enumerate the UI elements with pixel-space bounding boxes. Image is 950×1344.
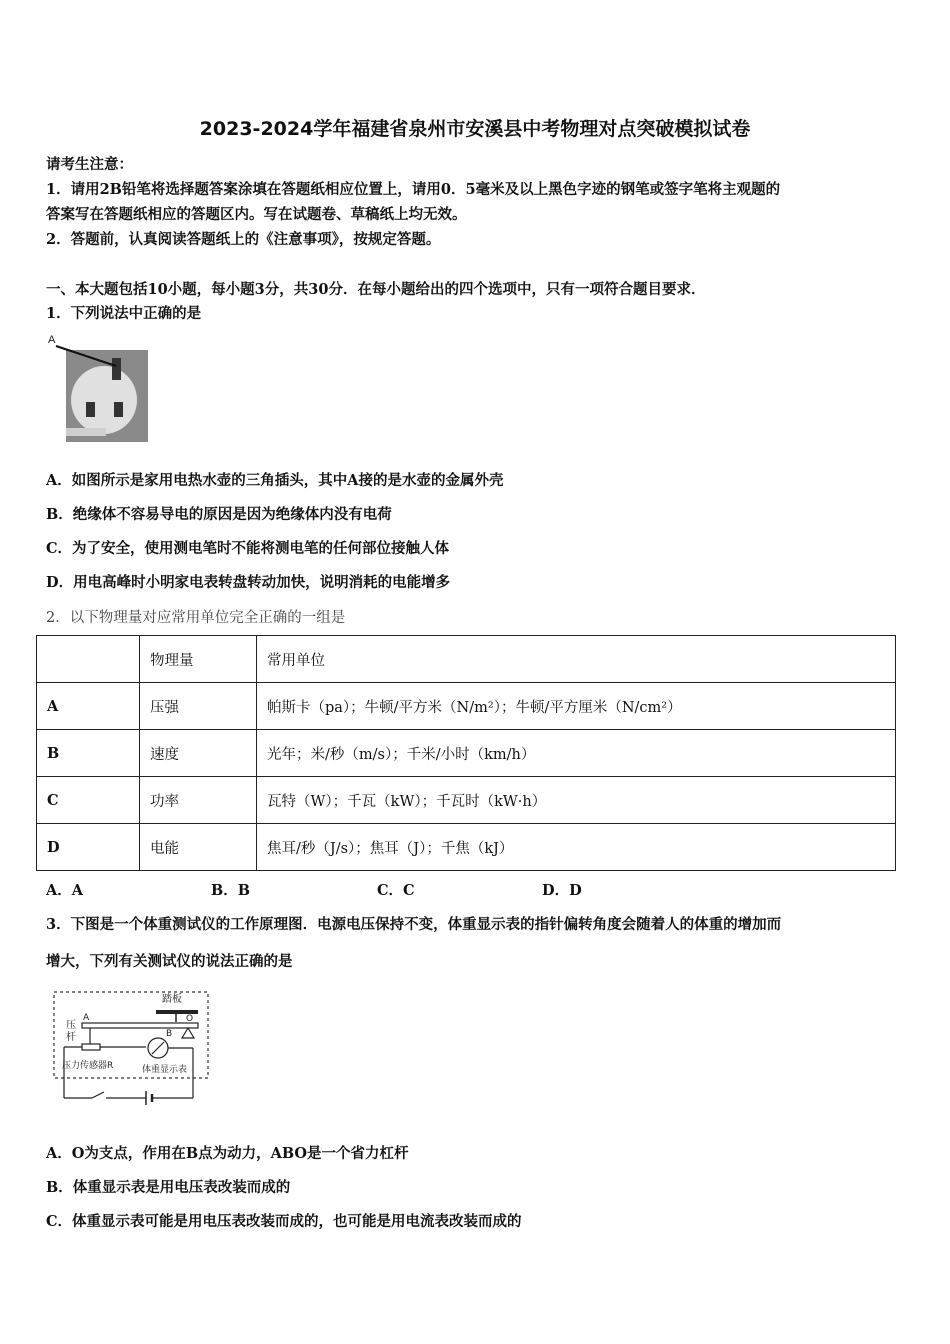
table-cell: B [37,730,140,777]
table-row [37,824,896,871]
q2-choice-a: A．A [46,882,84,899]
table-cell: C [37,777,140,824]
table-cell: 瓦特（W）；千瓦（kW）；千瓦时（kW·h） [257,777,896,824]
table-header-cell: 常用单位 [257,636,896,683]
pedal-label: 踏板 [162,994,182,1005]
q1-option-c: C．为了安全，使用测电笔时不能将测电笔的任何部位接触人体 [46,540,450,557]
switch [92,1092,104,1098]
q2-choice-b: B．B [211,882,251,899]
table-row [37,777,896,824]
pivot-o [182,1028,194,1038]
plug-pin-right [114,402,123,417]
q3-stem-line-2: 增大，下列有关测试仪的说法正确的是 [46,953,293,970]
plug-figure [44,330,154,445]
notice-heading: 请考生注意： [46,156,133,173]
sensor-label: 压力传感器R [62,1061,114,1071]
notice-line-2: 答案写在答题纸相应的答题区内。写在试题卷、草稿纸上均无效。 [46,206,467,223]
table-cell: 速度 [140,730,257,777]
table-row [37,730,896,777]
notice-line-3: 2．答题前，认真阅读答题纸上的《注意事项》，按规定答题。 [46,231,441,248]
pressure-sensor-r [82,1044,100,1050]
lever-bar [82,1023,198,1028]
table-cell: 压强 [140,683,257,730]
q3-stem-line-1: 3．下图是一个体重测试仪的工作原理图．电源电压保持不变，体重显示表的指针偏转角度会随着人的体重的增加而 [46,916,782,933]
q2-choice-c: C．C [377,882,415,899]
table-row [37,683,896,730]
lever-label-2: 杆 [66,1032,76,1043]
q2-stem: 2．以下物理量对应常用单位完全正确的一组是 [46,610,346,626]
q3-option-a: A．O为支点，作用在B点为动力，ABO是一个省力杠杆 [46,1145,409,1162]
table-header-cell [37,636,140,683]
meter-label: 体重显示表 [142,1065,188,1075]
table-cell: 电能 [140,824,257,871]
plug-pin-left [86,402,95,417]
plug-pin-a [112,358,121,380]
plug-body [71,366,137,434]
units-table [36,635,896,871]
q1-option-b: B．绝缘体不容易导电的原因是因为绝缘体内没有电荷 [46,506,392,523]
table-header-row [37,636,896,683]
notice-line-1: 1．请用2B铅笔将选择题答案涂填在答题纸相应位置上，请用0．5毫米及以上黑色字迹的钢笔或签字笔将主观题的 [46,181,781,198]
plug-label-a: A [48,334,56,346]
table-cell: D [37,824,140,871]
table-cell: 光年；米/秒（m/s）；千米/小时（km/h） [257,730,896,777]
q3-option-b: B．体重显示表是用电压表改装而成的 [46,1179,291,1196]
point-b-label: B [166,1029,173,1039]
q2-choice-d: D．D [542,882,582,899]
table-cell: 焦耳/秒（J/s）；焦耳（J）；千焦（kJ） [257,824,896,871]
page-title: 2023-2024学年福建省泉州市安溪县中考物理对点突破模拟试卷 [199,118,751,140]
table-cell: 功率 [140,777,257,824]
table-header-cell: 物理量 [140,636,257,683]
point-a-label: A [83,1013,90,1023]
section-heading: 一、本大题包括10小题，每小题3分，共30分．在每小题给出的四个选项中，只有一项符合题目要求． [46,281,706,298]
q1-option-d: D．用电高峰时小明家电表转盘转动加快，说明消耗的电能增多 [46,574,451,591]
plug-cord [66,428,106,436]
q3-option-c: C．体重显示表可能是用电压表改装而成的，也可能是用电流表改装而成的 [46,1213,522,1230]
table-cell: 帕斯卡（pa）；牛顿/平方米（N/m²）；牛顿/平方厘米（N/cm²） [257,683,896,730]
q1-option-a: A．如图所示是家用电热水壶的三角插头，其中A接的是水壶的金属外壳 [46,472,504,489]
q1-stem: 1．下列说法中正确的是 [46,305,202,322]
meter-needle [152,1042,164,1054]
lever-label-1: 压 [66,1020,76,1031]
point-o-label: O [186,1014,194,1024]
table-cell: A [37,683,140,730]
scale-circuit-figure [48,988,214,1110]
